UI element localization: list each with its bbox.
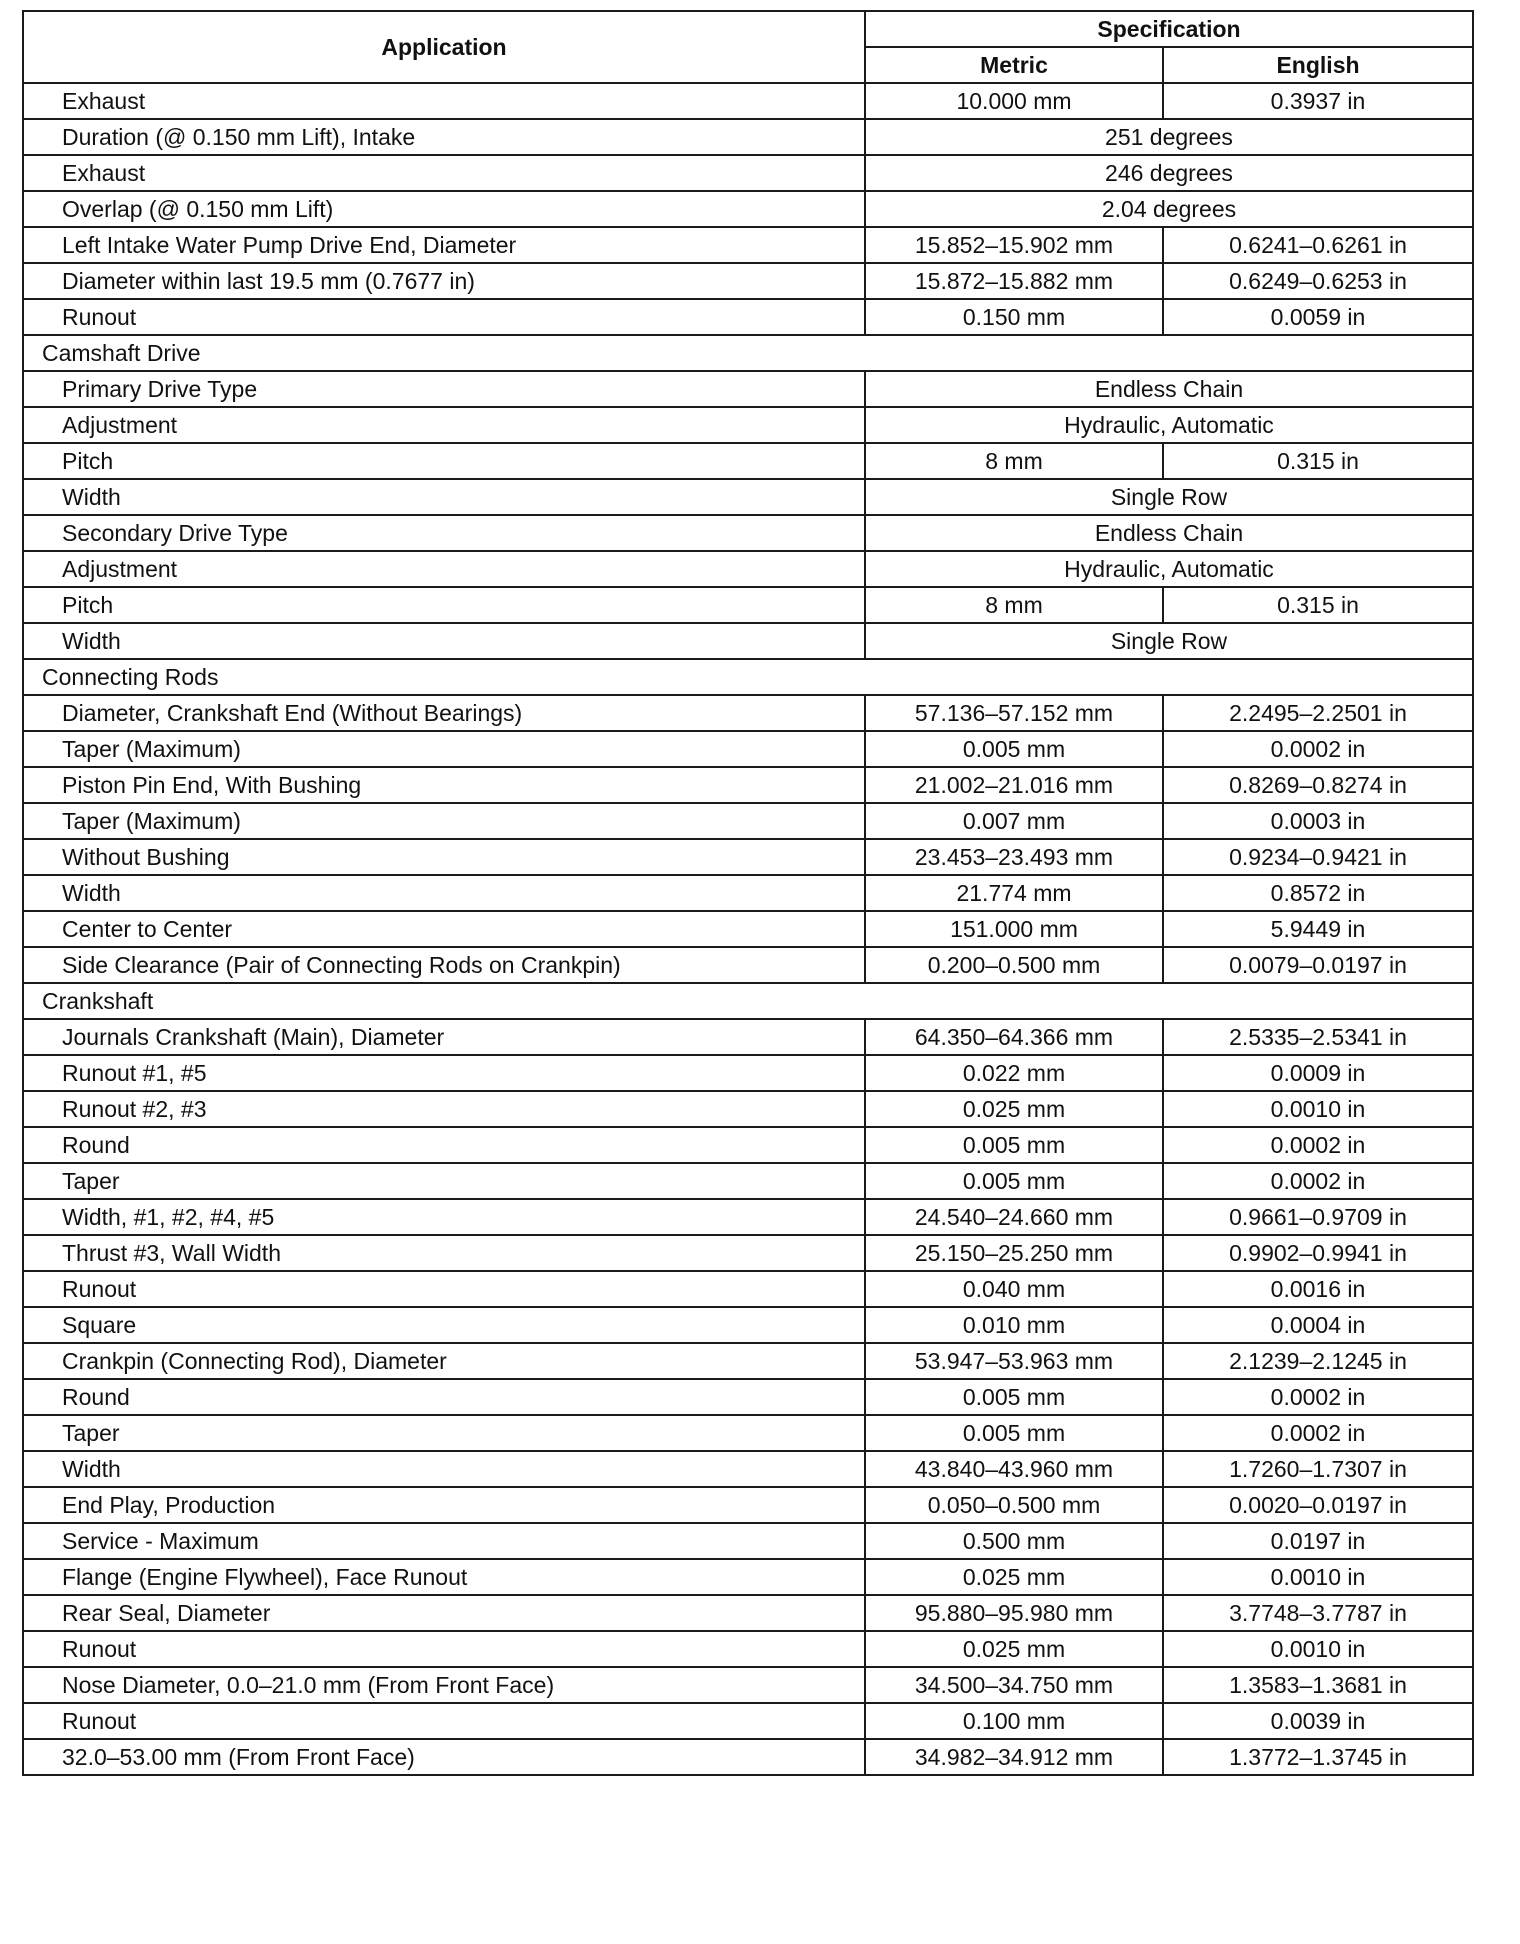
metric-cell: 0.150 mm [865,299,1163,335]
table-row [23,1019,1473,1055]
application-cell: Runout [23,1271,865,1307]
metric-cell: 0.022 mm [865,1055,1163,1091]
metric-cell: 95.880–95.980 mm [865,1595,1163,1631]
table-row [23,1559,1473,1595]
english-cell: 0.0002 in [1163,1379,1473,1415]
application-cell: Without Bushing [23,839,865,875]
application-cell: Adjustment [23,551,865,587]
section-row [23,335,1473,371]
application-cell: Nose Diameter, 0.0–21.0 mm (From Front Face) [23,1667,865,1703]
table-row [23,1631,1473,1667]
table-row [23,1199,1473,1235]
english-cell: 0.6249–0.6253 in [1163,263,1473,299]
english-cell: 0.0004 in [1163,1307,1473,1343]
table-row [23,1163,1473,1199]
application-cell: Pitch [23,443,865,479]
table-row [23,947,1473,983]
metric-cell: 0.200–0.500 mm [865,947,1163,983]
metric-cell: 0.500 mm [865,1523,1163,1559]
english-cell: 0.6241–0.6261 in [1163,227,1473,263]
application-cell: Diameter within last 19.5 mm (0.7677 in) [23,263,865,299]
application-cell: Round [23,1127,865,1163]
application-cell: Exhaust [23,83,865,119]
english-cell: 0.0079–0.0197 in [1163,947,1473,983]
application-cell: Diameter, Crankshaft End (Without Bearings) [23,695,865,731]
metric-cell: 0.040 mm [865,1271,1163,1307]
english-cell: 1.3583–1.3681 in [1163,1667,1473,1703]
table-row [23,227,1473,263]
english-cell: 0.0002 in [1163,1127,1473,1163]
table-row [23,1487,1473,1523]
specification-cell: Hydraulic, Automatic [865,407,1473,443]
table-row [23,1091,1473,1127]
table-row [23,1055,1473,1091]
specification-cell: Endless Chain [865,515,1473,551]
application-cell: Runout [23,1703,865,1739]
metric-cell: 0.005 mm [865,731,1163,767]
english-cell: 0.0039 in [1163,1703,1473,1739]
specification-header: Specification [865,11,1473,47]
application-cell: Center to Center [23,911,865,947]
english-cell: 0.315 in [1163,587,1473,623]
table-row [23,1667,1473,1703]
table-row [23,1523,1473,1559]
english-cell: 0.3937 in [1163,83,1473,119]
metric-cell: 23.453–23.493 mm [865,839,1163,875]
table-body [23,83,1473,1775]
table-row [23,407,1473,443]
section-label: Connecting Rods [23,659,1473,695]
specification-cell: Endless Chain [865,371,1473,407]
english-cell: 0.0059 in [1163,299,1473,335]
english-cell: 0.0003 in [1163,803,1473,839]
application-cell: Pitch [23,587,865,623]
application-cell: Width [23,1451,865,1487]
table-row [23,875,1473,911]
metric-cell: 151.000 mm [865,911,1163,947]
application-cell: Rear Seal, Diameter [23,1595,865,1631]
table-row [23,1703,1473,1739]
metric-cell: 0.005 mm [865,1415,1163,1451]
metric-cell: 15.852–15.902 mm [865,227,1163,263]
application-cell: Round [23,1379,865,1415]
table-row [23,83,1473,119]
application-cell: Width [23,623,865,659]
table-row [23,1451,1473,1487]
table-row [23,443,1473,479]
english-cell: 0.9902–0.9941 in [1163,1235,1473,1271]
metric-cell: 53.947–53.963 mm [865,1343,1163,1379]
table-row [23,371,1473,407]
metric-cell: 21.002–21.016 mm [865,767,1163,803]
section-label: Camshaft Drive [23,335,1473,371]
application-cell: Runout [23,1631,865,1667]
application-cell: Flange (Engine Flywheel), Face Runout [23,1559,865,1595]
application-cell: Overlap (@ 0.150 mm Lift) [23,191,865,227]
table-row [23,1595,1473,1631]
application-cell: Left Intake Water Pump Drive End, Diameter [23,227,865,263]
application-cell: Service - Maximum [23,1523,865,1559]
application-cell: Taper [23,1415,865,1451]
metric-cell: 0.025 mm [865,1559,1163,1595]
english-cell: 3.7748–3.7787 in [1163,1595,1473,1631]
metric-cell: 8 mm [865,587,1163,623]
english-cell: 0.0010 in [1163,1091,1473,1127]
table-row [23,299,1473,335]
application-cell: Piston Pin End, With Bushing [23,767,865,803]
english-cell: 0.0009 in [1163,1055,1473,1091]
table-row [23,479,1473,515]
application-header: Application [23,11,865,83]
english-cell: 1.7260–1.7307 in [1163,1451,1473,1487]
table-row [23,623,1473,659]
metric-cell: 0.005 mm [865,1127,1163,1163]
table-row [23,119,1473,155]
metric-cell: 34.982–34.912 mm [865,1739,1163,1775]
english-cell: 0.8572 in [1163,875,1473,911]
metric-cell: 57.136–57.152 mm [865,695,1163,731]
table-row [23,731,1473,767]
table-row [23,1127,1473,1163]
english-cell: 1.3772–1.3745 in [1163,1739,1473,1775]
application-cell: Crankpin (Connecting Rod), Diameter [23,1343,865,1379]
english-cell: 0.0010 in [1163,1559,1473,1595]
english-cell: 5.9449 in [1163,911,1473,947]
metric-cell: 43.840–43.960 mm [865,1451,1163,1487]
table-row [23,695,1473,731]
table-row [23,803,1473,839]
specification-cell: 246 degrees [865,155,1473,191]
metric-cell: 0.025 mm [865,1091,1163,1127]
specification-table [22,10,1474,1776]
specification-cell: Single Row [865,479,1473,515]
application-cell: Secondary Drive Type [23,515,865,551]
application-cell: Exhaust [23,155,865,191]
table-row [23,155,1473,191]
metric-cell: 0.005 mm [865,1379,1163,1415]
metric-cell: 8 mm [865,443,1163,479]
english-cell: 2.1239–2.1245 in [1163,1343,1473,1379]
english-cell: 0.8269–0.8274 in [1163,767,1473,803]
table-row [23,1379,1473,1415]
english-cell: 0.0002 in [1163,1163,1473,1199]
table-row [23,1739,1473,1775]
english-cell: 0.315 in [1163,443,1473,479]
english-cell: 0.0197 in [1163,1523,1473,1559]
english-cell: 0.9661–0.9709 in [1163,1199,1473,1235]
application-cell: Primary Drive Type [23,371,865,407]
application-cell: Width [23,479,865,515]
english-cell: 0.0002 in [1163,1415,1473,1451]
metric-cell: 0.050–0.500 mm [865,1487,1163,1523]
metric-cell: 0.010 mm [865,1307,1163,1343]
english-cell: 0.0010 in [1163,1631,1473,1667]
table-row [23,839,1473,875]
table-row [23,515,1473,551]
metric-cell: 64.350–64.366 mm [865,1019,1163,1055]
english-cell: 0.0002 in [1163,731,1473,767]
application-cell: Runout [23,299,865,335]
table-row [23,1235,1473,1271]
metric-cell: 0.100 mm [865,1703,1163,1739]
specification-cell: Single Row [865,623,1473,659]
application-cell: Side Clearance (Pair of Connecting Rods on Crankpin) [23,947,865,983]
metric-cell: 24.540–24.660 mm [865,1199,1163,1235]
metric-cell: 0.025 mm [865,1631,1163,1667]
english-header: English [1163,47,1473,83]
section-row [23,659,1473,695]
english-cell: 0.9234–0.9421 in [1163,839,1473,875]
application-cell: Runout #2, #3 [23,1091,865,1127]
application-cell: Taper (Maximum) [23,803,865,839]
english-cell: 0.0020–0.0197 in [1163,1487,1473,1523]
application-cell: Taper [23,1163,865,1199]
application-cell: Adjustment [23,407,865,443]
english-cell: 0.0016 in [1163,1271,1473,1307]
metric-cell: 0.005 mm [865,1163,1163,1199]
table-row [23,1271,1473,1307]
table-row [23,1307,1473,1343]
metric-cell: 10.000 mm [865,83,1163,119]
application-cell: Taper (Maximum) [23,731,865,767]
metric-cell: 34.500–34.750 mm [865,1667,1163,1703]
table-row [23,587,1473,623]
metric-cell: 21.774 mm [865,875,1163,911]
table-row [23,551,1473,587]
application-cell: Square [23,1307,865,1343]
application-cell: End Play, Production [23,1487,865,1523]
table-row [23,191,1473,227]
table-row [23,911,1473,947]
section-label: Crankshaft [23,983,1473,1019]
metric-cell: 15.872–15.882 mm [865,263,1163,299]
metric-cell: 25.150–25.250 mm [865,1235,1163,1271]
table-row [23,767,1473,803]
application-cell: Width, #1, #2, #4, #5 [23,1199,865,1235]
application-cell: Duration (@ 0.150 mm Lift), Intake [23,119,865,155]
metric-cell: 0.007 mm [865,803,1163,839]
application-cell: Thrust #3, Wall Width [23,1235,865,1271]
metric-header: Metric [865,47,1163,83]
specification-cell: 2.04 degrees [865,191,1473,227]
specification-cell: Hydraulic, Automatic [865,551,1473,587]
table-row [23,263,1473,299]
application-cell: Runout #1, #5 [23,1055,865,1091]
table-row [23,1343,1473,1379]
specification-cell: 251 degrees [865,119,1473,155]
english-cell: 2.5335–2.5341 in [1163,1019,1473,1055]
application-cell: Journals Crankshaft (Main), Diameter [23,1019,865,1055]
application-cell: 32.0–53.00 mm (From Front Face) [23,1739,865,1775]
section-row [23,983,1473,1019]
english-cell: 2.2495–2.2501 in [1163,695,1473,731]
application-cell: Width [23,875,865,911]
table-row [23,1415,1473,1451]
